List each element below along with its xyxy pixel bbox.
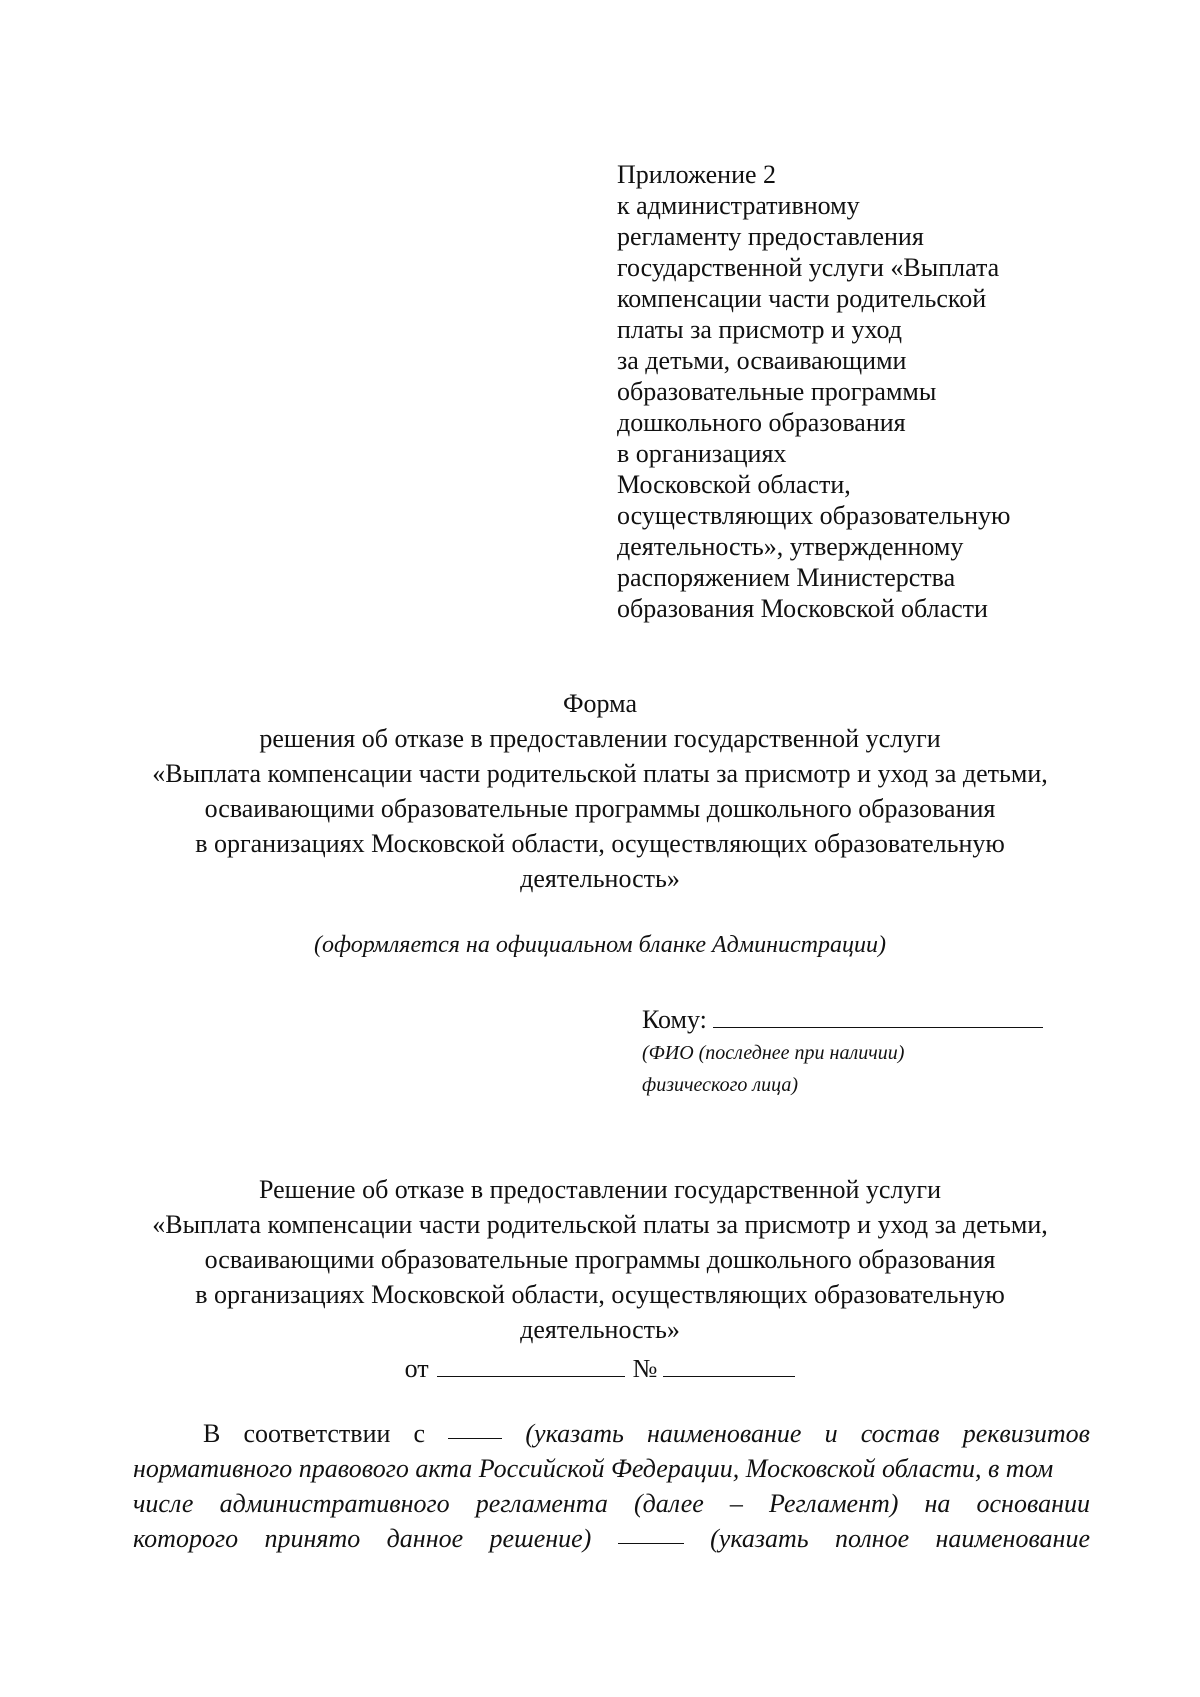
paragraph-line xyxy=(133,1486,1090,1521)
word: решение) xyxy=(489,1524,592,1553)
word: состав xyxy=(860,1419,940,1448)
word: наименование xyxy=(935,1524,1090,1553)
word: полное xyxy=(834,1524,910,1553)
decision-title-line: деятельность» xyxy=(520,1315,680,1344)
word: Регламент) xyxy=(769,1489,899,1518)
word: которого xyxy=(133,1524,239,1553)
date-blank-field[interactable] xyxy=(437,1354,625,1377)
number-blank-field[interactable] xyxy=(663,1354,795,1377)
word: – xyxy=(729,1489,743,1518)
number-label: № xyxy=(632,1354,658,1383)
appendix-line: платы за присмотр и уход xyxy=(617,315,902,344)
word: (указать xyxy=(525,1419,624,1448)
appendix-line: распоряжением Министерства xyxy=(617,563,956,592)
appendix-line: Московской области, xyxy=(617,470,851,499)
word: данное xyxy=(386,1524,464,1553)
form-title-line: решения об отказе в предоставлении государственной услуги xyxy=(259,724,941,753)
decision-body-paragraph xyxy=(133,1416,1090,1556)
decision-title-line: «Выплата компенсации части родительской платы за присмотр и уход за детьми, xyxy=(152,1210,1048,1239)
recipient-block xyxy=(642,1003,1122,1101)
appendix-line: регламенту предоставления xyxy=(617,222,924,251)
form-title-line: «Выплата компенсации части родительской платы за присмотр и уход за детьми, xyxy=(152,759,1048,788)
word: и xyxy=(824,1419,838,1448)
decision-title xyxy=(80,1172,1120,1347)
organization-blank-field[interactable] xyxy=(618,1521,684,1544)
appendix-line: Приложение 2 xyxy=(617,160,777,189)
word: регламента xyxy=(475,1489,608,1518)
recipient-label: Кому: xyxy=(642,1005,707,1034)
appendix-header xyxy=(617,159,1077,624)
appendix-line: в организациях xyxy=(617,439,787,468)
form-title-line: деятельность» xyxy=(520,864,680,893)
recipient-line xyxy=(642,1003,1122,1037)
appendix-line: дошкольного образования xyxy=(617,408,906,437)
word: административного xyxy=(219,1489,450,1518)
paragraph-line xyxy=(133,1451,1090,1486)
legal-act-blank-field[interactable] xyxy=(448,1416,502,1439)
line-text: нормативного правового акта Российской Федерации, Московской области, в том xyxy=(133,1454,1054,1483)
paragraph-line xyxy=(133,1521,1090,1556)
word: числе xyxy=(133,1489,194,1518)
decision-title-line: осваивающими образовательные программы дошкольного образования xyxy=(204,1245,996,1274)
recipient-hint: физического лица) xyxy=(642,1074,799,1096)
word: принято xyxy=(264,1524,361,1553)
date-number-line xyxy=(80,1352,1120,1386)
recipient-blank-field[interactable] xyxy=(713,1005,1043,1028)
appendix-line: деятельность», утвержденному xyxy=(617,532,964,561)
word: на xyxy=(924,1489,951,1518)
paragraph-line xyxy=(133,1416,1090,1451)
letterhead-note: (оформляется на официальном бланке Администрации) xyxy=(314,932,886,958)
appendix-line: к административному xyxy=(617,191,860,220)
appendix-line: за детьми, осваивающими xyxy=(617,346,907,375)
word: основании xyxy=(976,1489,1090,1518)
word: (указать xyxy=(710,1524,809,1553)
word: реквизитов xyxy=(962,1419,1090,1448)
form-title-line: осваивающими образовательные программы дошкольного образования xyxy=(204,794,996,823)
recipient-hint: (ФИО (последнее при наличии) xyxy=(642,1042,905,1064)
appendix-line: осуществляющих образовательную xyxy=(617,501,1011,530)
appendix-line: компенсации части родительской xyxy=(617,284,987,313)
appendix-line: образовательные программы xyxy=(617,377,937,406)
word: с xyxy=(413,1419,426,1448)
word: (далее xyxy=(633,1489,704,1518)
appendix-line: образования Московской области xyxy=(617,594,988,623)
date-label: от xyxy=(404,1354,429,1383)
form-title-line: Форма xyxy=(563,689,637,718)
decision-title-line: Решение об отказе в предоставлении государственной услуги xyxy=(258,1175,942,1204)
form-title xyxy=(80,686,1120,896)
decision-title-line: в организациях Московской области, осуществляющих образовательную xyxy=(195,1280,1005,1309)
word: В xyxy=(203,1419,221,1448)
word: соответствии xyxy=(243,1419,391,1448)
word: наименование xyxy=(646,1419,802,1448)
appendix-line: государственной услуги «Выплата xyxy=(617,253,1000,282)
form-title-line: в организациях Московской области, осуществляющих образовательную xyxy=(195,829,1005,858)
